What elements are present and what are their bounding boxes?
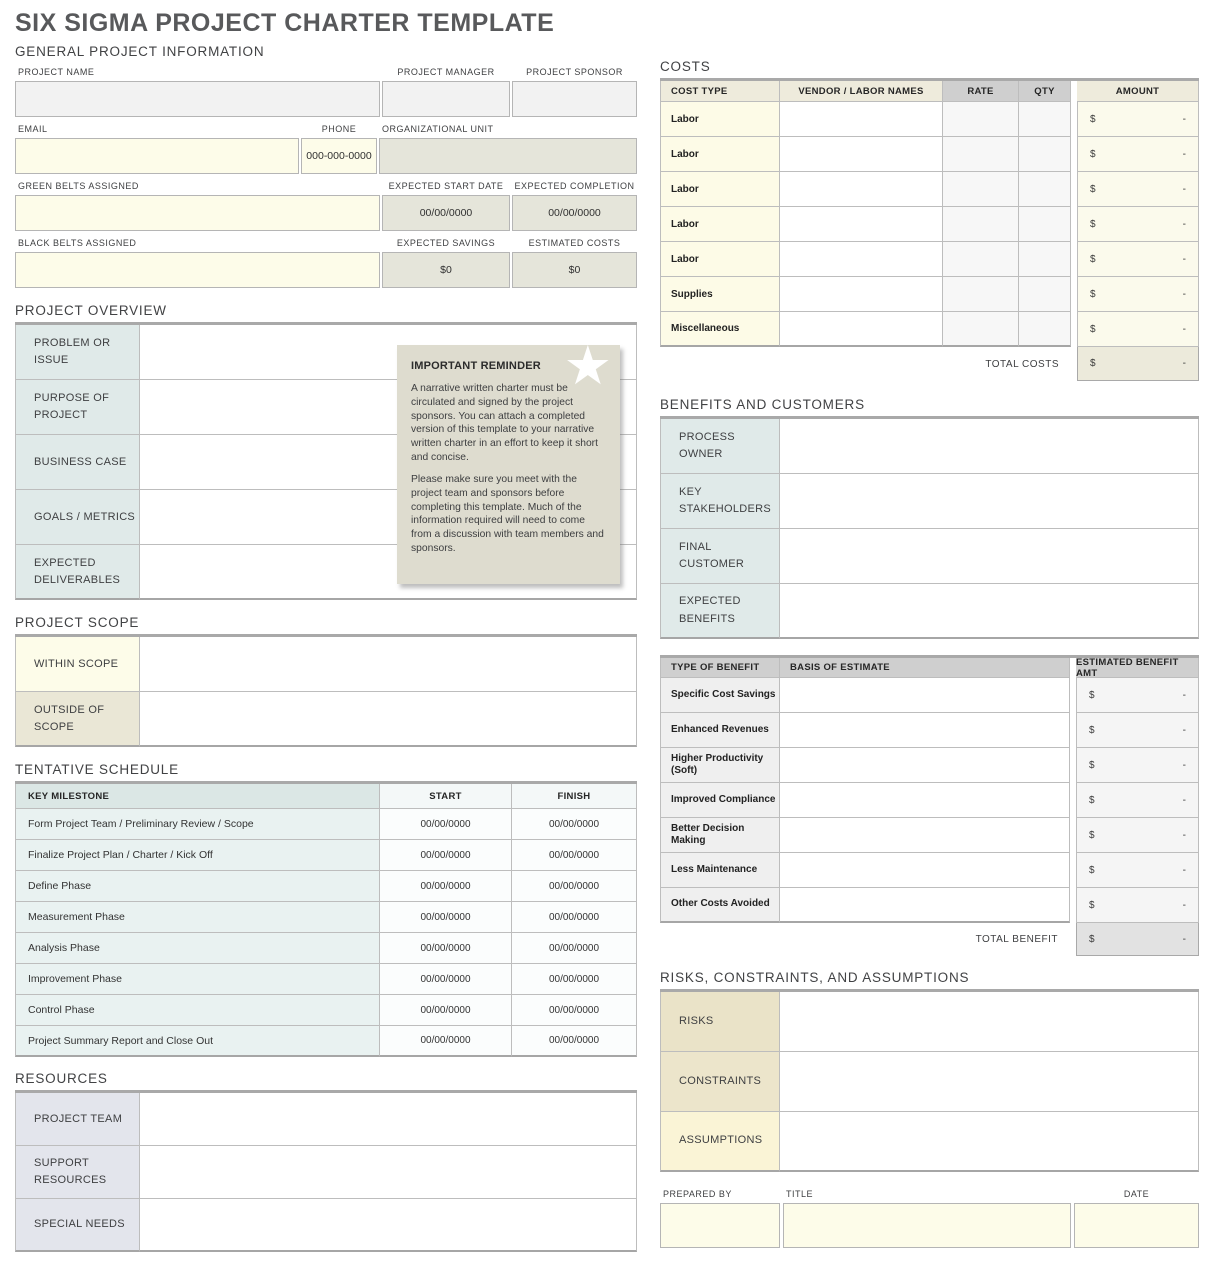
cost-type-label: Labor <box>660 102 780 137</box>
rate-input[interactable] <box>943 102 1019 137</box>
benefit-amount-cell[interactable] <box>1076 888 1199 923</box>
amount-cell[interactable] <box>1077 312 1199 347</box>
empty-amount-dash: - <box>1182 864 1186 876</box>
rate-input[interactable] <box>943 242 1019 277</box>
scope-row-label: WITHIN SCOPE <box>15 637 140 692</box>
column-header-key-milestone: KEY MILESTONE <box>15 784 380 809</box>
column-header-finish: FINISH <box>512 784 637 809</box>
expected-completion-input[interactable] <box>512 195 637 231</box>
phone-value: 000-000-0000 <box>306 150 372 163</box>
project-name-label: PROJECT NAME <box>18 67 95 78</box>
risks-row-label: RISKS <box>660 992 780 1052</box>
currency-symbol: $ <box>1090 183 1096 195</box>
star-icon: ★ <box>563 336 612 397</box>
basis-of-estimate-input[interactable] <box>780 853 1070 888</box>
total-costs-amount-cell <box>1077 347 1199 381</box>
empty-amount-dash: - <box>1182 759 1186 771</box>
milestone-start-input[interactable]: 00/00/0000 <box>380 964 512 995</box>
title-input[interactable] <box>783 1203 1071 1248</box>
overview-row-label: PURPOSE OF PROJECT <box>15 380 140 435</box>
right-column <box>660 10 1199 1271</box>
benefit-amount-cell[interactable] <box>1076 748 1199 783</box>
outside-of-scope-input[interactable] <box>140 692 637 747</box>
milestone-name: Define Phase <box>15 871 380 902</box>
estimated-costs-value: $0 <box>568 264 581 277</box>
benefit-type-label: Improved Compliance <box>660 783 780 818</box>
qty-input[interactable] <box>1019 172 1071 207</box>
risks-constraints-assumptions-section <box>660 970 1199 1172</box>
currency-symbol: $ <box>1089 864 1095 876</box>
scope-row-label: OUTSIDE OF SCOPE <box>15 692 140 747</box>
expected-start-input[interactable] <box>382 195 510 231</box>
within-scope-input[interactable] <box>140 637 637 692</box>
project-overview-section <box>15 303 637 600</box>
costs-table <box>660 78 1199 381</box>
support-resources-input[interactable] <box>140 1146 637 1199</box>
reminder-paragraph: A narrative written charter must be circulated and signed by the project sponsors. You can attach a completed version of this template to your narrative written charter in an effort to keep it short and concise. <box>411 383 598 463</box>
currency-symbol: $ <box>1090 113 1096 125</box>
milestone-finish-input[interactable]: 00/00/0000 <box>512 1026 637 1057</box>
empty-amount-dash: - <box>1182 253 1186 265</box>
milestone-start-input[interactable]: 00/00/0000 <box>380 871 512 902</box>
column-header-amount: AMOUNT <box>1077 81 1199 102</box>
empty-amount-dash: - <box>1182 148 1186 160</box>
empty-amount-dash: - <box>1182 358 1186 369</box>
benefit-type-label: Other Costs Avoided <box>660 888 780 923</box>
general-info-heading: GENERAL PROJECT INFORMATION <box>15 44 265 60</box>
rate-input[interactable] <box>943 207 1019 242</box>
milestone-name: Control Phase <box>15 995 380 1026</box>
black-belts-input[interactable] <box>15 252 380 288</box>
benefit-type-label: Less Maintenance <box>660 853 780 888</box>
title-label: TITLE <box>786 1189 814 1199</box>
resources-heading: RESOURCES <box>15 1071 108 1087</box>
project-team-input[interactable] <box>140 1093 637 1146</box>
milestone-name: Analysis Phase <box>15 933 380 964</box>
cost-type-label: Miscellaneous <box>660 312 780 347</box>
benefits-and-customers-section <box>660 397 1199 639</box>
email-label: EMAIL <box>18 124 48 135</box>
project-manager-label: PROJECT MANAGER <box>397 67 495 78</box>
total-benefit-amount-cell <box>1076 923 1199 956</box>
vendor-input[interactable] <box>780 242 943 277</box>
tentative-schedule-table <box>15 781 637 1057</box>
project-overview-heading: PROJECT OVERVIEW <box>15 303 167 319</box>
vendor-input[interactable] <box>780 312 943 347</box>
date-label: DATE <box>1123 1189 1150 1199</box>
total-benefit-label: TOTAL BENEFIT <box>660 923 1070 956</box>
gpi-field-row-4 <box>15 252 637 288</box>
date-input[interactable] <box>1074 1203 1199 1248</box>
type-of-benefit-section <box>660 655 1199 956</box>
estimated-costs-label: ESTIMATED COSTS <box>528 238 621 249</box>
basis-of-estimate-input[interactable] <box>780 818 1070 853</box>
risks-input[interactable] <box>780 992 1199 1052</box>
rate-input[interactable] <box>943 312 1019 347</box>
milestone-name: Finalize Project Plan / Charter / Kick Off <box>15 840 380 871</box>
gpi-label-row-4 <box>15 237 637 250</box>
column-header-start: START <box>380 784 512 809</box>
signature-footer <box>660 1188 1199 1248</box>
vendor-input[interactable] <box>780 172 943 207</box>
process-owner-input[interactable] <box>780 419 1199 474</box>
cost-type-label: Labor <box>660 242 780 277</box>
empty-amount-dash: - <box>1182 829 1186 841</box>
basis-of-estimate-input[interactable] <box>780 888 1070 923</box>
cost-type-label: Labor <box>660 207 780 242</box>
currency-symbol: $ <box>1089 829 1095 841</box>
currency-symbol: $ <box>1089 794 1095 806</box>
benefit-amount-cell[interactable] <box>1076 713 1199 748</box>
resources-row-label: PROJECT TEAM <box>15 1093 140 1146</box>
milestone-start-input[interactable]: 00/00/0000 <box>380 902 512 933</box>
risks-table <box>660 989 1199 1172</box>
empty-amount-dash: - <box>1182 288 1186 300</box>
empty-amount-dash: - <box>1182 113 1186 125</box>
cost-type-label: Labor <box>660 137 780 172</box>
org-unit-input[interactable] <box>379 138 637 174</box>
benefits-row-label: KEY STAKEHOLDERS <box>660 474 780 529</box>
benefits-row-label: EXPECTED BENEFITS <box>660 584 780 639</box>
currency-symbol: $ <box>1090 288 1096 300</box>
qty-input[interactable] <box>1019 312 1071 347</box>
benefit-type-label: Better Decision Making <box>660 818 780 853</box>
resources-table <box>15 1090 637 1252</box>
cost-type-label: Labor <box>660 172 780 207</box>
left-column <box>15 10 637 1271</box>
column-header-rate: RATE <box>943 81 1019 102</box>
qty-input[interactable] <box>1019 277 1071 312</box>
rate-input[interactable] <box>943 137 1019 172</box>
milestone-start-input[interactable]: 00/00/0000 <box>380 1026 512 1057</box>
milestone-finish-input[interactable]: 00/00/0000 <box>512 964 637 995</box>
column-header-qty: QTY <box>1019 81 1071 102</box>
amount-cell[interactable] <box>1077 172 1199 207</box>
final-customer-input[interactable] <box>780 529 1199 584</box>
milestone-finish-input[interactable]: 00/00/0000 <box>512 809 637 840</box>
qty-input[interactable] <box>1019 207 1071 242</box>
overview-row-label: PROBLEM OR ISSUE <box>15 325 140 380</box>
constraints-input[interactable] <box>780 1052 1199 1112</box>
expected-start-value: 00/00/0000 <box>419 207 473 220</box>
type-of-benefit-table <box>660 655 1199 956</box>
currency-symbol: $ <box>1089 759 1095 771</box>
gpi-field-row-1 <box>15 81 637 117</box>
prepared-by-input[interactable] <box>660 1203 780 1248</box>
overview-row-label: BUSINESS CASE <box>15 435 140 490</box>
project-sponsor-label: PROJECT SPONSOR <box>526 67 623 78</box>
currency-symbol: $ <box>1090 358 1096 369</box>
currency-symbol: $ <box>1090 218 1096 230</box>
gpi-field-row-3 <box>15 195 637 231</box>
currency-symbol: $ <box>1090 323 1096 335</box>
benefits-table <box>660 416 1199 639</box>
vendor-input[interactable] <box>780 207 943 242</box>
basis-of-estimate-input[interactable] <box>780 748 1070 783</box>
empty-amount-dash: - <box>1182 933 1186 945</box>
milestone-start-input[interactable]: 00/00/0000 <box>380 933 512 964</box>
benefit-type-label: Enhanced Revenues <box>660 713 780 748</box>
milestone-name: Project Summary Report and Close Out <box>15 1026 380 1057</box>
benefit-amount-cell[interactable] <box>1076 783 1199 818</box>
project-name-input[interactable] <box>15 81 380 117</box>
amount-cell[interactable] <box>1077 102 1199 137</box>
currency-symbol: $ <box>1090 148 1096 160</box>
amount-cell[interactable] <box>1077 207 1199 242</box>
expected-savings-input[interactable] <box>382 252 510 288</box>
risks-heading: RISKS, CONSTRAINTS, AND ASSUMPTIONS <box>660 970 970 985</box>
project-sponsor-input[interactable] <box>512 81 637 117</box>
empty-amount-dash: - <box>1182 899 1186 911</box>
empty-amount-dash: - <box>1182 323 1186 335</box>
qty-input[interactable] <box>1019 242 1071 277</box>
project-overview-table <box>15 322 637 600</box>
milestone-finish-input[interactable]: 00/00/0000 <box>512 902 637 933</box>
estimated-costs-input[interactable] <box>512 252 637 288</box>
benefit-amount-cell[interactable] <box>1076 818 1199 853</box>
gpi-label-row-3 <box>15 180 637 193</box>
amount-cell[interactable] <box>1077 277 1199 312</box>
milestone-name: Improvement Phase <box>15 964 380 995</box>
benefit-amount-cell[interactable] <box>1076 678 1199 713</box>
benefit-amount-cell[interactable] <box>1076 853 1199 888</box>
rate-input[interactable] <box>943 277 1019 312</box>
overview-row-label: EXPECTED DELIVERABLES <box>15 545 140 600</box>
reminder-title: IMPORTANT REMINDER <box>411 360 541 373</box>
basis-of-estimate-input[interactable] <box>780 713 1070 748</box>
gpi-label-row-2 <box>15 123 637 136</box>
milestone-finish-input[interactable]: 00/00/0000 <box>512 933 637 964</box>
empty-amount-dash: - <box>1182 218 1186 230</box>
costs-section <box>660 59 1199 381</box>
cost-type-label: Supplies <box>660 277 780 312</box>
expected-start-label: EXPECTED START DATE <box>388 181 504 192</box>
milestone-start-input[interactable]: 00/00/0000 <box>380 809 512 840</box>
milestone-name: Measurement Phase <box>15 902 380 933</box>
black-belts-label: BLACK BELTS ASSIGNED <box>18 238 137 249</box>
benefit-type-label: Specific Cost Savings <box>660 678 780 713</box>
empty-amount-dash: - <box>1182 183 1186 195</box>
vendor-input[interactable] <box>780 137 943 172</box>
project-scope-heading: PROJECT SCOPE <box>15 615 140 631</box>
expected-benefits-input[interactable] <box>780 584 1199 639</box>
vendor-input[interactable] <box>780 102 943 137</box>
risks-row-label: CONSTRAINTS <box>660 1052 780 1112</box>
gpi-label-row-1 <box>15 66 637 79</box>
benefit-type-label: Higher Productivity (Soft) <box>660 748 780 783</box>
key-stakeholders-input[interactable] <box>780 474 1199 529</box>
rate-input[interactable] <box>943 172 1019 207</box>
vendor-input[interactable] <box>780 277 943 312</box>
project-scope-table <box>15 634 637 747</box>
reminder-paragraph: Please make sure you meet with the project team and sponsors before completing this template. Much of the information required will need to come from a discussion with team members and sponsors. <box>411 474 604 554</box>
resources-row-label: SPECIAL NEEDS <box>15 1199 140 1252</box>
tentative-schedule-heading: TENTATIVE SCHEDULE <box>15 762 179 778</box>
empty-amount-dash: - <box>1182 689 1186 701</box>
milestone-start-input[interactable]: 00/00/0000 <box>380 840 512 871</box>
tentative-schedule-section <box>15 762 637 1057</box>
currency-symbol: $ <box>1089 724 1095 736</box>
org-unit-label: ORGANIZATIONAL UNIT <box>382 124 494 135</box>
column-header-basis-of-estimate: BASIS OF ESTIMATE <box>780 658 1070 678</box>
milestone-start-input[interactable]: 00/00/0000 <box>380 995 512 1026</box>
empty-amount-dash: - <box>1182 724 1186 736</box>
currency-symbol: $ <box>1089 899 1095 911</box>
currency-symbol: $ <box>1090 253 1096 265</box>
risks-row-label: ASSUMPTIONS <box>660 1112 780 1172</box>
expected-completion-label: EXPECTED COMPLETION <box>514 181 635 192</box>
column-header-cost-type: COST TYPE <box>660 81 780 102</box>
currency-symbol: $ <box>1089 933 1095 945</box>
resources-section <box>15 1071 637 1252</box>
phone-label: PHONE <box>321 124 357 135</box>
qty-input[interactable] <box>1019 102 1071 137</box>
milestone-finish-input[interactable]: 00/00/0000 <box>512 871 637 902</box>
general-project-information-section <box>15 44 637 288</box>
milestone-finish-input[interactable]: 00/00/0000 <box>512 995 637 1026</box>
footer-field-row <box>660 1203 1199 1248</box>
green-belts-input[interactable] <box>15 195 380 231</box>
benefits-heading: BENEFITS AND CUSTOMERS <box>660 397 865 412</box>
project-scope-section <box>15 615 637 747</box>
costs-heading: COSTS <box>660 59 711 74</box>
benefits-row-label: FINAL CUSTOMER <box>660 529 780 584</box>
page-title: SIX SIGMA PROJECT CHARTER TEMPLATE <box>15 9 555 37</box>
important-reminder-callout <box>397 336 620 584</box>
expected-savings-label: EXPECTED SAVINGS <box>396 238 496 249</box>
amount-cell[interactable] <box>1077 242 1199 277</box>
basis-of-estimate-input[interactable] <box>780 783 1070 818</box>
total-costs-label: TOTAL COSTS <box>660 347 1071 381</box>
empty-amount-dash: - <box>1182 794 1186 806</box>
special-needs-input[interactable] <box>140 1199 637 1252</box>
currency-symbol: $ <box>1089 689 1095 701</box>
amount-cell[interactable] <box>1077 137 1199 172</box>
phone-input[interactable] <box>301 138 377 174</box>
column-header-estimated-benefit-amt: ESTIMATED BENEFIT AMT <box>1076 658 1199 678</box>
expected-completion-value: 00/00/0000 <box>548 207 601 220</box>
benefits-row-label: PROCESS OWNER <box>660 419 780 474</box>
prepared-by-label: PREPARED BY <box>663 1189 732 1199</box>
resources-row-label: SUPPORT RESOURCES <box>15 1146 140 1199</box>
overview-row-label: GOALS / METRICS <box>15 490 140 545</box>
gpi-field-row-2 <box>15 138 637 174</box>
expected-savings-value: $0 <box>440 264 452 277</box>
column-header-vendor-labor-names: VENDOR / LABOR NAMES <box>780 81 943 102</box>
project-manager-input[interactable] <box>382 81 510 117</box>
milestone-name: Form Project Team / Preliminary Review / Scope <box>15 809 380 840</box>
footer-label-row <box>660 1188 1199 1201</box>
milestone-finish-input[interactable]: 00/00/0000 <box>512 840 637 871</box>
assumptions-input[interactable] <box>780 1112 1199 1172</box>
qty-input[interactable] <box>1019 137 1071 172</box>
green-belts-label: GREEN BELTS ASSIGNED <box>18 181 139 192</box>
basis-of-estimate-input[interactable] <box>780 678 1070 713</box>
email-input[interactable] <box>15 138 299 174</box>
column-header-type-of-benefit: TYPE OF BENEFIT <box>660 658 780 678</box>
